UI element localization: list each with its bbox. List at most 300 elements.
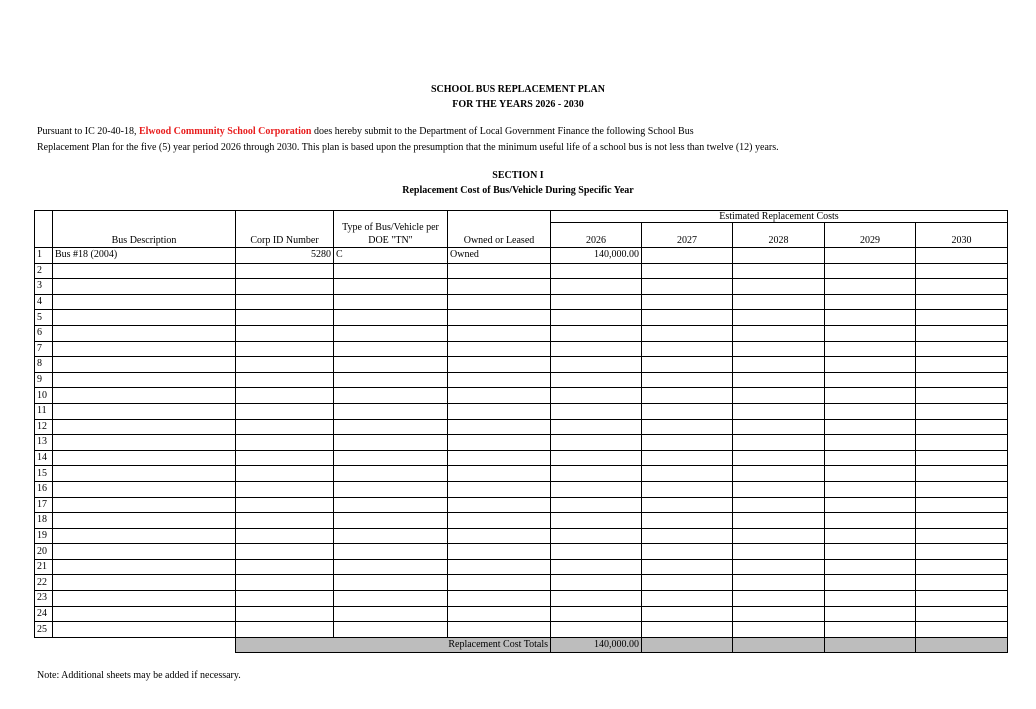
row-number: 23 — [35, 591, 53, 607]
bus-description-cell[interactable] — [53, 419, 236, 435]
cost-cell-2029[interactable] — [825, 559, 916, 575]
cost-cell-2029[interactable] — [825, 325, 916, 341]
bus-type-cell[interactable] — [334, 450, 448, 466]
corp-id-cell[interactable] — [236, 310, 334, 326]
corp-id-cell[interactable] — [236, 544, 334, 560]
bus-description-cell[interactable] — [53, 528, 236, 544]
cost-cell-2027[interactable] — [642, 544, 733, 560]
cost-cell-2028[interactable] — [733, 325, 825, 341]
cost-cell-2028[interactable] — [733, 481, 825, 497]
table-row — [35, 559, 1008, 575]
cost-cell-2026[interactable] — [551, 435, 642, 451]
cost-cell-2030[interactable] — [916, 466, 1008, 482]
cost-cell-2026[interactable] — [551, 622, 642, 638]
bus-description-cell[interactable] — [53, 325, 236, 341]
cost-cell-2026[interactable] — [551, 606, 642, 622]
cost-cell-2027[interactable] — [642, 294, 733, 310]
owned-leased-cell[interactable] — [448, 606, 551, 622]
bus-description-cell[interactable] — [53, 403, 236, 419]
row-number: 10 — [35, 388, 53, 404]
cost-cell-2027[interactable] — [642, 341, 733, 357]
cost-cell-2029[interactable] — [825, 575, 916, 591]
cost-cell-2029[interactable] — [825, 419, 916, 435]
cost-cell-2029[interactable] — [825, 544, 916, 560]
table-row — [35, 450, 1008, 466]
bus-type-cell[interactable] — [334, 513, 448, 529]
cost-cell-2027[interactable] — [642, 513, 733, 529]
cost-cell-2029[interactable] — [825, 341, 916, 357]
cost-cell-2026[interactable] — [551, 450, 642, 466]
cost-cell-2030[interactable] — [916, 388, 1008, 404]
corp-id-cell[interactable] — [236, 325, 334, 341]
cost-cell-2028[interactable] — [733, 372, 825, 388]
row-number: 24 — [35, 606, 53, 622]
owned-leased-cell[interactable] — [448, 450, 551, 466]
cost-cell-2030[interactable] — [916, 403, 1008, 419]
owned-leased-cell[interactable] — [448, 513, 551, 529]
cost-cell-2030[interactable] — [916, 481, 1008, 497]
cost-cell-2028[interactable] — [733, 419, 825, 435]
owned-leased-cell[interactable] — [448, 419, 551, 435]
cost-cell-2029[interactable] — [825, 279, 916, 295]
cost-cell-2028[interactable] — [733, 310, 825, 326]
footer-note: Note: Additional sheets may be added if necessary. — [37, 670, 241, 681]
intro-prefix: Pursuant to IC 20-40-18, — [37, 126, 139, 137]
cost-cell-2027[interactable] — [642, 419, 733, 435]
group-header-estimated-costs: Estimated Replacement Costs — [551, 211, 1008, 223]
cost-cell-2026[interactable] — [551, 528, 642, 544]
total-cell-2027 — [642, 637, 733, 653]
corp-id-cell[interactable] — [236, 372, 334, 388]
total-cell-2029 — [825, 637, 916, 653]
corp-id-cell[interactable] — [236, 481, 334, 497]
owned-leased-cell[interactable] — [448, 497, 551, 513]
bus-description-cell[interactable] — [53, 450, 236, 466]
table-row — [35, 248, 1008, 264]
cost-cell-2028[interactable] — [733, 559, 825, 575]
cost-cell-2030[interactable] — [916, 248, 1008, 264]
cost-cell-2028[interactable] — [733, 528, 825, 544]
cost-cell-2028[interactable] — [733, 388, 825, 404]
replacement-table — [34, 210, 1008, 653]
cost-cell-2030[interactable] — [916, 263, 1008, 279]
cost-cell-2028[interactable] — [733, 575, 825, 591]
corp-id-cell[interactable] — [236, 403, 334, 419]
cost-cell-2027[interactable] — [642, 403, 733, 419]
total-cell-2026: 140,000.00 — [551, 637, 642, 653]
cost-cell-2028[interactable] — [733, 450, 825, 466]
corp-id-cell[interactable] — [236, 263, 334, 279]
row-number: 17 — [35, 497, 53, 513]
cost-cell-2026[interactable] — [551, 513, 642, 529]
table-row — [35, 544, 1008, 560]
corp-id-cell[interactable] — [236, 435, 334, 451]
col-header-type — [334, 211, 448, 248]
table-row — [35, 263, 1008, 279]
cost-cell-2026[interactable] — [551, 388, 642, 404]
bus-type-cell[interactable]: C — [334, 248, 448, 264]
cost-cell-2026[interactable] — [551, 341, 642, 357]
bus-type-cell[interactable] — [334, 419, 448, 435]
table-row — [35, 372, 1008, 388]
bus-description-cell[interactable] — [53, 481, 236, 497]
owned-leased-cell[interactable] — [448, 466, 551, 482]
cost-cell-2029[interactable] — [825, 310, 916, 326]
cost-cell-2029[interactable] — [825, 357, 916, 373]
bus-type-cell[interactable] — [334, 435, 448, 451]
cost-cell-2029[interactable] — [825, 591, 916, 607]
corp-id-cell[interactable] — [236, 528, 334, 544]
cost-cell-2027[interactable] — [642, 450, 733, 466]
cost-cell-2027[interactable] — [642, 357, 733, 373]
row-number: 19 — [35, 528, 53, 544]
cost-cell-2026[interactable] — [551, 294, 642, 310]
cost-cell-2030[interactable] — [916, 591, 1008, 607]
cost-cell-2026[interactable] — [551, 279, 642, 295]
table-row — [35, 325, 1008, 341]
cost-cell-2028[interactable] — [733, 403, 825, 419]
bus-description-cell[interactable] — [53, 466, 236, 482]
cost-cell-2028[interactable] — [733, 606, 825, 622]
cost-cell-2026[interactable] — [551, 497, 642, 513]
cost-cell-2029[interactable] — [825, 481, 916, 497]
owned-leased-cell[interactable] — [448, 481, 551, 497]
bus-type-cell[interactable] — [334, 341, 448, 357]
cost-cell-2030[interactable] — [916, 325, 1008, 341]
cost-cell-2027[interactable] — [642, 606, 733, 622]
owned-leased-cell[interactable] — [448, 528, 551, 544]
owned-leased-cell[interactable]: Owned — [448, 248, 551, 264]
corp-id-cell[interactable] — [236, 388, 334, 404]
cost-cell-2029[interactable] — [825, 622, 916, 638]
cost-cell-2030[interactable] — [916, 341, 1008, 357]
bus-type-cell[interactable] — [334, 279, 448, 295]
corp-id-cell[interactable] — [236, 341, 334, 357]
document-subtitle: FOR THE YEARS 2026 - 2030 — [452, 99, 584, 110]
cost-cell-2028[interactable] — [733, 622, 825, 638]
cost-cell-2026[interactable] — [551, 559, 642, 575]
col-header-year: 2029 — [825, 223, 916, 248]
total-cell-2030 — [916, 637, 1008, 653]
row-number: 5 — [35, 310, 53, 326]
cost-cell-2027[interactable] — [642, 279, 733, 295]
cost-cell-2027[interactable] — [642, 435, 733, 451]
cost-cell-2026[interactable] — [551, 357, 642, 373]
bus-description-cell[interactable] — [53, 388, 236, 404]
row-number: 11 — [35, 403, 53, 419]
cost-cell-2029[interactable] — [825, 372, 916, 388]
owned-leased-cell[interactable] — [448, 325, 551, 341]
bus-description-cell[interactable]: Bus #18 (2004) — [53, 248, 236, 264]
type-line1: Type of Bus/Vehicle per — [342, 222, 439, 233]
table-row — [35, 279, 1008, 295]
owned-leased-cell[interactable] — [448, 591, 551, 607]
col-header-corp-id: Corp ID Number — [236, 211, 334, 248]
col-header-year: 2026 — [551, 223, 642, 248]
corp-id-cell[interactable] — [236, 559, 334, 575]
bus-type-cell[interactable] — [334, 497, 448, 513]
cost-cell-2028[interactable] — [733, 279, 825, 295]
table-row — [35, 466, 1008, 482]
cost-cell-2026[interactable] — [551, 481, 642, 497]
cost-cell-2029[interactable] — [825, 513, 916, 529]
cost-cell-2027[interactable] — [642, 310, 733, 326]
cost-cell-2028[interactable] — [733, 263, 825, 279]
table-row — [35, 591, 1008, 607]
section-subtitle: Replacement Cost of Bus/Vehicle During Specific Year — [402, 185, 634, 196]
bus-type-cell[interactable] — [334, 606, 448, 622]
type-line2: DOE "TN" — [368, 235, 413, 246]
cost-cell-2026[interactable] — [551, 310, 642, 326]
owned-leased-cell[interactable] — [448, 310, 551, 326]
totals-row — [35, 637, 1008, 653]
row-number: 22 — [35, 575, 53, 591]
cost-cell-2028[interactable] — [733, 435, 825, 451]
section-title: SECTION I — [492, 170, 544, 181]
cost-cell-2028[interactable] — [733, 341, 825, 357]
cost-cell-2027[interactable] — [642, 575, 733, 591]
bus-description-cell[interactable] — [53, 513, 236, 529]
table-row — [35, 294, 1008, 310]
cost-cell-2026[interactable]: 140,000.00 — [551, 248, 642, 264]
bus-description-cell[interactable] — [53, 622, 236, 638]
intro-suffix: does hereby submit to the Department of Local Government Finance the following School Bus — [311, 126, 694, 137]
cost-cell-2028[interactable] — [733, 513, 825, 529]
corp-id-cell[interactable] — [236, 279, 334, 295]
owned-leased-cell[interactable] — [448, 263, 551, 279]
row-number-header — [35, 211, 53, 248]
cost-cell-2030[interactable] — [916, 279, 1008, 295]
spacer — [35, 637, 236, 653]
cost-cell-2028[interactable] — [733, 497, 825, 513]
bus-type-cell[interactable] — [334, 622, 448, 638]
row-number: 25 — [35, 622, 53, 638]
corp-id-cell[interactable] — [236, 591, 334, 607]
bus-type-cell[interactable] — [334, 575, 448, 591]
corp-id-cell[interactable]: 5280 — [236, 248, 334, 264]
cost-cell-2029[interactable] — [825, 466, 916, 482]
table-row — [35, 528, 1008, 544]
cost-cell-2029[interactable] — [825, 497, 916, 513]
cost-cell-2028[interactable] — [733, 466, 825, 482]
table-row — [35, 606, 1008, 622]
col-header-year: 2030 — [916, 223, 1008, 248]
cost-cell-2027[interactable] — [642, 481, 733, 497]
cost-cell-2028[interactable] — [733, 248, 825, 264]
cost-cell-2030[interactable] — [916, 372, 1008, 388]
cost-cell-2029[interactable] — [825, 403, 916, 419]
row-number: 7 — [35, 341, 53, 357]
cost-cell-2029[interactable] — [825, 248, 916, 264]
bus-description-cell[interactable] — [53, 575, 236, 591]
row-number: 15 — [35, 466, 53, 482]
cost-cell-2030[interactable] — [916, 450, 1008, 466]
cost-cell-2028[interactable] — [733, 544, 825, 560]
cost-cell-2027[interactable] — [642, 248, 733, 264]
bus-type-cell[interactable] — [334, 466, 448, 482]
header-row-1 — [35, 211, 1008, 223]
bus-description-cell[interactable] — [53, 559, 236, 575]
row-number: 13 — [35, 435, 53, 451]
cost-cell-2029[interactable] — [825, 294, 916, 310]
cost-cell-2030[interactable] — [916, 357, 1008, 373]
bus-description-cell[interactable] — [53, 372, 236, 388]
cost-cell-2029[interactable] — [825, 263, 916, 279]
cost-cell-2028[interactable] — [733, 591, 825, 607]
owned-leased-cell[interactable] — [448, 279, 551, 295]
corp-id-cell[interactable] — [236, 497, 334, 513]
cost-cell-2029[interactable] — [825, 450, 916, 466]
row-number: 4 — [35, 294, 53, 310]
bus-description-cell[interactable] — [53, 591, 236, 607]
bus-description-cell[interactable] — [53, 263, 236, 279]
cost-cell-2026[interactable] — [551, 372, 642, 388]
row-number: 2 — [35, 263, 53, 279]
cost-cell-2026[interactable] — [551, 575, 642, 591]
cost-cell-2030[interactable] — [916, 497, 1008, 513]
table-row — [35, 341, 1008, 357]
table-row — [35, 513, 1008, 529]
corp-id-cell[interactable] — [236, 575, 334, 591]
cost-cell-2026[interactable] — [551, 544, 642, 560]
corp-id-cell[interactable] — [236, 419, 334, 435]
bus-description-cell[interactable] — [53, 544, 236, 560]
owned-leased-cell[interactable] — [448, 435, 551, 451]
cost-cell-2027[interactable] — [642, 528, 733, 544]
bus-type-cell[interactable] — [334, 263, 448, 279]
cost-cell-2026[interactable] — [551, 325, 642, 341]
col-header-description: Bus Description — [53, 211, 236, 248]
owned-leased-cell[interactable] — [448, 372, 551, 388]
cost-cell-2029[interactable] — [825, 606, 916, 622]
bus-type-cell[interactable] — [334, 325, 448, 341]
owned-leased-cell[interactable] — [448, 341, 551, 357]
owned-leased-cell[interactable] — [448, 294, 551, 310]
cost-cell-2030[interactable] — [916, 419, 1008, 435]
row-number: 12 — [35, 419, 53, 435]
cost-cell-2026[interactable] — [551, 591, 642, 607]
owned-leased-cell[interactable] — [448, 388, 551, 404]
owned-leased-cell[interactable] — [448, 357, 551, 373]
cost-cell-2029[interactable] — [825, 435, 916, 451]
row-number: 9 — [35, 372, 53, 388]
table-row — [35, 403, 1008, 419]
bus-type-cell[interactable] — [334, 559, 448, 575]
cost-cell-2030[interactable] — [916, 435, 1008, 451]
owned-leased-cell[interactable] — [448, 575, 551, 591]
total-cell-2028 — [733, 637, 825, 653]
bus-description-cell[interactable] — [53, 606, 236, 622]
owned-leased-cell[interactable] — [448, 622, 551, 638]
intro-paragraph — [37, 124, 997, 156]
corp-id-cell[interactable] — [236, 513, 334, 529]
row-number: 8 — [35, 357, 53, 373]
bus-type-cell[interactable] — [334, 544, 448, 560]
bus-type-cell[interactable] — [334, 528, 448, 544]
owned-leased-cell[interactable] — [448, 559, 551, 575]
bus-description-cell[interactable] — [53, 357, 236, 373]
cost-cell-2030[interactable] — [916, 513, 1008, 529]
owned-leased-cell[interactable] — [448, 403, 551, 419]
cost-cell-2030[interactable] — [916, 622, 1008, 638]
bus-type-cell[interactable] — [334, 403, 448, 419]
bus-type-cell[interactable] — [334, 388, 448, 404]
bus-type-cell[interactable] — [334, 310, 448, 326]
cost-cell-2027[interactable] — [642, 263, 733, 279]
corp-id-cell[interactable] — [236, 357, 334, 373]
row-number: 21 — [35, 559, 53, 575]
totals-label: Replacement Cost Totals — [236, 637, 551, 653]
cost-cell-2029[interactable] — [825, 528, 916, 544]
bus-description-cell[interactable] — [53, 435, 236, 451]
bus-type-cell[interactable] — [334, 372, 448, 388]
cost-cell-2027[interactable] — [642, 622, 733, 638]
cost-cell-2026[interactable] — [551, 419, 642, 435]
corp-id-cell[interactable] — [236, 294, 334, 310]
row-number: 14 — [35, 450, 53, 466]
cost-cell-2027[interactable] — [642, 388, 733, 404]
cost-cell-2027[interactable] — [642, 325, 733, 341]
cost-cell-2030[interactable] — [916, 544, 1008, 560]
row-number: 1 — [35, 248, 53, 264]
row-number: 3 — [35, 279, 53, 295]
cost-cell-2026[interactable] — [551, 403, 642, 419]
table-row — [35, 419, 1008, 435]
col-header-year: 2028 — [733, 223, 825, 248]
cost-cell-2029[interactable] — [825, 388, 916, 404]
corp-id-cell[interactable] — [236, 466, 334, 482]
cost-cell-2030[interactable] — [916, 559, 1008, 575]
bus-type-cell[interactable] — [334, 357, 448, 373]
bus-description-cell[interactable] — [53, 497, 236, 513]
cost-cell-2027[interactable] — [642, 372, 733, 388]
bus-description-cell[interactable] — [53, 279, 236, 295]
cost-cell-2030[interactable] — [916, 606, 1008, 622]
bus-type-cell[interactable] — [334, 591, 448, 607]
cost-cell-2030[interactable] — [916, 310, 1008, 326]
corp-id-cell[interactable] — [236, 622, 334, 638]
bus-type-cell[interactable] — [334, 481, 448, 497]
table-row — [35, 622, 1008, 638]
intro-line2: Replacement Plan for the five (5) year period 2026 through 2030. This plan is based upon the presumption that the minimum useful life of a school bus is not less than twelve (12) years. — [37, 142, 779, 153]
bus-description-cell[interactable] — [53, 294, 236, 310]
row-number: 6 — [35, 325, 53, 341]
cost-cell-2026[interactable] — [551, 263, 642, 279]
bus-description-cell[interactable] — [53, 310, 236, 326]
cost-cell-2027[interactable] — [642, 466, 733, 482]
cost-cell-2028[interactable] — [733, 357, 825, 373]
bus-description-cell[interactable] — [53, 341, 236, 357]
cost-cell-2030[interactable] — [916, 575, 1008, 591]
owned-leased-cell[interactable] — [448, 544, 551, 560]
corp-id-cell[interactable] — [236, 450, 334, 466]
col-header-year: 2027 — [642, 223, 733, 248]
cost-cell-2028[interactable] — [733, 294, 825, 310]
cost-cell-2027[interactable] — [642, 591, 733, 607]
table-row — [35, 435, 1008, 451]
bus-type-cell[interactable] — [334, 294, 448, 310]
cost-cell-2030[interactable] — [916, 528, 1008, 544]
row-number: 16 — [35, 481, 53, 497]
cost-cell-2027[interactable] — [642, 559, 733, 575]
cost-cell-2027[interactable] — [642, 497, 733, 513]
corp-id-cell[interactable] — [236, 606, 334, 622]
col-header-owned: Owned or Leased — [448, 211, 551, 248]
corporation-name: Elwood Community School Corporation — [138, 126, 312, 137]
table-row — [35, 357, 1008, 373]
cost-cell-2030[interactable] — [916, 294, 1008, 310]
cost-cell-2026[interactable] — [551, 466, 642, 482]
